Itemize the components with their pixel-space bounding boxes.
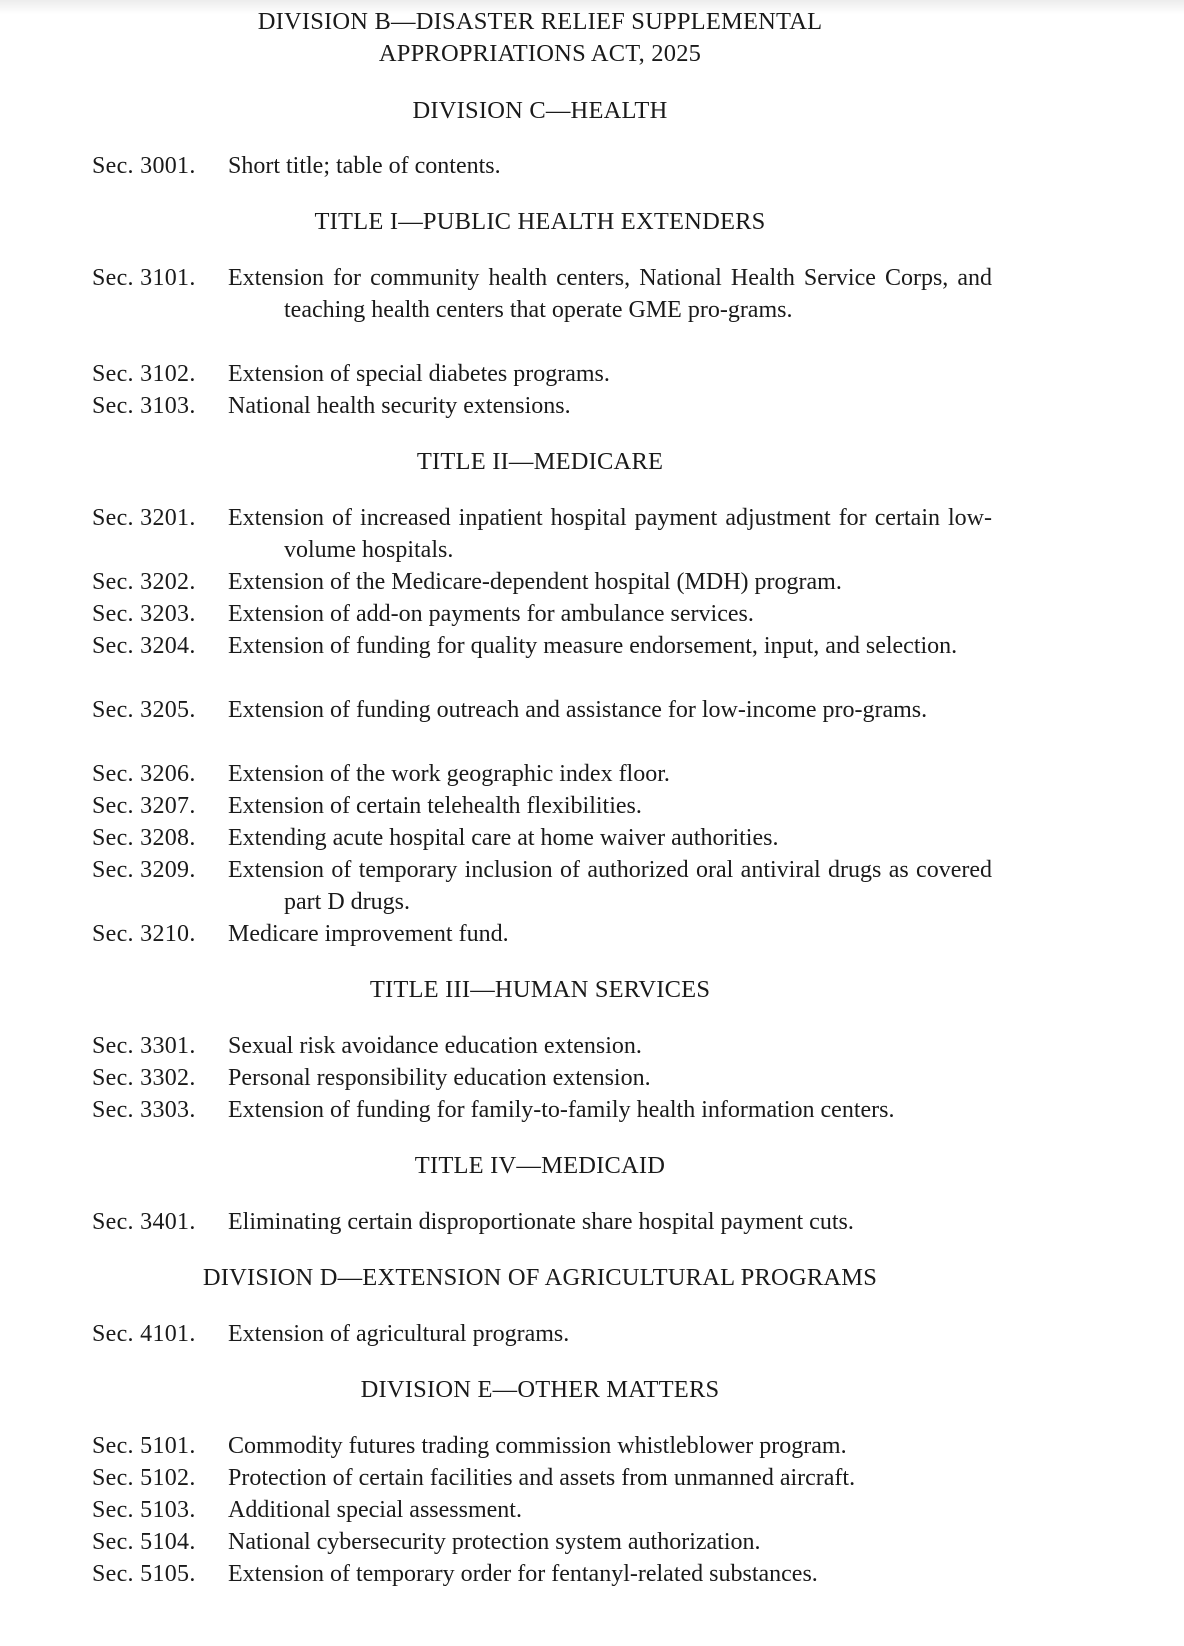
section-title: Short title; table of contents. bbox=[228, 153, 501, 179]
section-number: Sec. 3210. bbox=[92, 921, 196, 947]
section-number: Sec. 3202. bbox=[92, 569, 196, 595]
section-number: Sec. 3301. bbox=[92, 1033, 196, 1059]
toc-entry bbox=[92, 1558, 992, 1590]
toc-entry bbox=[92, 854, 992, 918]
section-title: Extension of agricultural programs. bbox=[228, 1321, 570, 1347]
section-title: Extension for community health centers, National Health Service Corps, and teaching health centers that operate GME pro-grams. bbox=[228, 265, 992, 323]
section-number: Sec. 5105. bbox=[92, 1561, 196, 1587]
section-number: Sec. 3205. bbox=[92, 697, 196, 723]
section-number: Sec. 3102. bbox=[92, 361, 196, 387]
section-title: Personal responsibility education extension. bbox=[228, 1065, 651, 1091]
section-title: Extension of the work geographic index floor. bbox=[228, 761, 670, 787]
section-title: Extension of certain telehealth flexibilities. bbox=[228, 793, 642, 819]
section-title: Extension of funding outreach and assistance for low-income pro-grams. bbox=[228, 697, 928, 723]
toc-entry bbox=[92, 918, 992, 950]
section-title: National health security extensions. bbox=[228, 393, 571, 419]
toc-entry bbox=[92, 630, 992, 662]
section-number: Sec. 5101. bbox=[92, 1433, 196, 1459]
toc-entry bbox=[92, 598, 992, 630]
toc-entry bbox=[92, 1526, 992, 1558]
section-number: Sec. 4101. bbox=[92, 1321, 196, 1347]
section-title: Extension of add-on payments for ambulance services. bbox=[228, 601, 754, 627]
section-title: Protection of certain facilities and assets from unmanned aircraft. bbox=[228, 1465, 856, 1491]
toc-entry bbox=[92, 1462, 992, 1494]
section-number: Sec. 3303. bbox=[92, 1097, 196, 1123]
toc-entry bbox=[92, 694, 992, 726]
toc-entry bbox=[92, 1206, 992, 1238]
title-i-heading: TITLE I—PUBLIC HEALTH EXTENDERS bbox=[314, 208, 766, 235]
division-d-heading: DIVISION D—EXTENSION OF AGRICULTURAL PROGRAMS bbox=[202, 1264, 878, 1291]
toc-entry bbox=[92, 1030, 992, 1062]
title-ii-heading: TITLE II—MEDICARE bbox=[416, 448, 664, 475]
toc-entry bbox=[92, 1430, 992, 1462]
toc-entry bbox=[92, 262, 992, 326]
toc-entry bbox=[92, 358, 992, 390]
division-c-heading: DIVISION C—HEALTH bbox=[412, 97, 668, 124]
section-title: Commodity futures trading commission whistleblower program. bbox=[228, 1433, 847, 1459]
toc-entry bbox=[92, 390, 992, 422]
toc-entry bbox=[92, 822, 992, 854]
toc-entry bbox=[92, 1094, 992, 1126]
section-title: Extension of the Medicare-dependent hospital (MDH) program. bbox=[228, 569, 842, 595]
section-title: Additional special assessment. bbox=[228, 1497, 522, 1523]
section-number: Sec. 3103. bbox=[92, 393, 196, 419]
section-number: Sec. 5102. bbox=[92, 1465, 196, 1491]
toc-entry bbox=[92, 150, 992, 182]
section-number: Sec. 3208. bbox=[92, 825, 196, 851]
section-number: Sec. 3207. bbox=[92, 793, 196, 819]
section-number: Sec. 3203. bbox=[92, 601, 196, 627]
toc-entry bbox=[92, 1062, 992, 1094]
section-title: Extension of temporary order for fentanyl-related substances. bbox=[228, 1561, 818, 1587]
section-number: Sec. 3401. bbox=[92, 1209, 196, 1235]
section-number: Sec. 5103. bbox=[92, 1497, 196, 1523]
title-iii-heading: TITLE III—HUMAN SERVICES bbox=[369, 976, 711, 1003]
toc-entry bbox=[92, 1318, 992, 1350]
section-title: Extension of funding for family-to-family health information centers. bbox=[228, 1097, 895, 1123]
toc-entry bbox=[92, 566, 992, 598]
section-title: Extension of temporary inclusion of authorized oral antiviral drugs as covered part D drugs. bbox=[228, 857, 992, 915]
division-b-heading-line2: APPROPRIATIONS ACT, 2025 bbox=[378, 40, 702, 67]
section-title: Medicare improvement fund. bbox=[228, 921, 509, 947]
title-iv-heading: TITLE IV—MEDICAID bbox=[414, 1152, 666, 1179]
section-title: Extension of funding for quality measure endorsement, input, and selection. bbox=[228, 633, 958, 659]
toc-entry bbox=[92, 1494, 992, 1526]
toc-entry bbox=[92, 790, 992, 822]
section-number: Sec. 3201. bbox=[92, 505, 196, 531]
section-number: Sec. 3302. bbox=[92, 1065, 196, 1091]
section-number: Sec. 3206. bbox=[92, 761, 196, 787]
section-number: Sec. 5104. bbox=[92, 1529, 196, 1555]
section-title: Extending acute hospital care at home waiver authorities. bbox=[228, 825, 779, 851]
section-number: Sec. 3001. bbox=[92, 153, 196, 179]
section-title: Eliminating certain disproportionate share hospital payment cuts. bbox=[228, 1209, 854, 1235]
section-title: Extension of special diabetes programs. bbox=[228, 361, 610, 387]
toc-entry bbox=[92, 758, 992, 790]
division-b-heading-line1: DIVISION B—DISASTER RELIEF SUPPLEMENTAL bbox=[257, 8, 823, 35]
section-title: National cybersecurity protection system authorization. bbox=[228, 1529, 761, 1555]
section-number: Sec. 3101. bbox=[92, 265, 196, 291]
section-number: Sec. 3204. bbox=[92, 633, 196, 659]
section-number: Sec. 3209. bbox=[92, 857, 196, 883]
toc-entry bbox=[92, 502, 992, 566]
section-title: Extension of increased inpatient hospital payment adjustment for certain low-volume hospitals. bbox=[228, 505, 992, 563]
section-title: Sexual risk avoidance education extension. bbox=[228, 1033, 642, 1059]
division-e-heading: DIVISION E—OTHER MATTERS bbox=[360, 1376, 720, 1403]
